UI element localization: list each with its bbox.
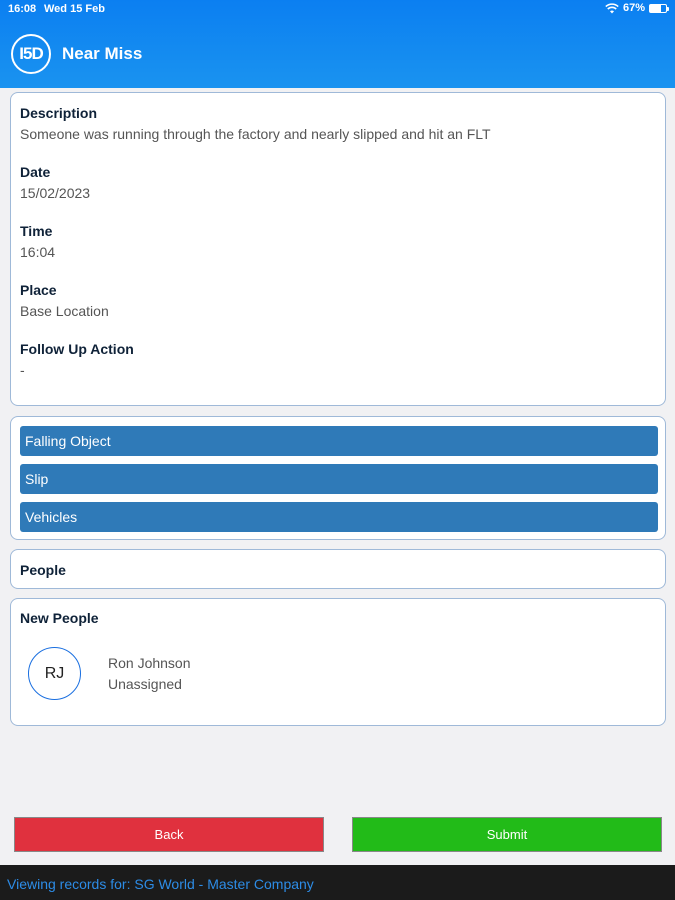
submit-button[interactable]: Submit (352, 817, 662, 852)
field-value: Base Location (20, 303, 109, 319)
date-field (20, 164, 90, 201)
footer-company-text[interactable]: Viewing records for: SG World - Master Company (7, 876, 314, 892)
place-field (20, 282, 109, 319)
details-card (10, 92, 666, 406)
status-bar (0, 0, 675, 18)
new-people-card (10, 598, 666, 726)
app-header (0, 0, 675, 88)
people-heading: People (20, 562, 66, 578)
person-name: Ron Johnson (108, 655, 191, 671)
field-label: Place (20, 282, 57, 298)
page-title: Near Miss (62, 44, 143, 63)
wifi-icon (605, 3, 619, 14)
time-field (20, 223, 55, 260)
field-label: Date (20, 164, 51, 180)
status-right (605, 2, 667, 14)
battery-fill (650, 5, 661, 12)
battery-percent: 67% (622, 2, 645, 14)
person-role: Unassigned (108, 676, 182, 692)
status-time: 16:08 (8, 3, 37, 15)
app-logo[interactable] (11, 34, 51, 74)
hazard-tags-card (10, 416, 666, 540)
tag-falling-object[interactable]: Falling Object (20, 426, 658, 456)
new-people-heading: New People (20, 610, 99, 626)
field-value: 15/02/2023 (20, 185, 91, 201)
avatar[interactable]: RJ (28, 647, 81, 700)
battery-icon (649, 4, 667, 13)
people-card[interactable] (10, 549, 666, 589)
field-value: 16:04 (20, 244, 56, 260)
field-label: Time (20, 223, 53, 239)
field-label: Description (20, 105, 98, 121)
footer-bar (0, 865, 675, 900)
follow-up-action-field (20, 341, 134, 378)
logo-text: I5D (19, 44, 43, 63)
back-button[interactable]: Back (14, 817, 324, 852)
tag-vehicles[interactable]: Vehicles (20, 502, 658, 532)
tag-slip[interactable]: Slip (20, 464, 658, 494)
field-value: Someone was running through the factory and nearly slipped and hit an FLT (20, 126, 491, 142)
field-label: Follow Up Action (20, 341, 134, 357)
status-date: Wed 15 Feb (44, 3, 105, 15)
field-value: - (20, 362, 25, 378)
description-field (20, 105, 491, 142)
